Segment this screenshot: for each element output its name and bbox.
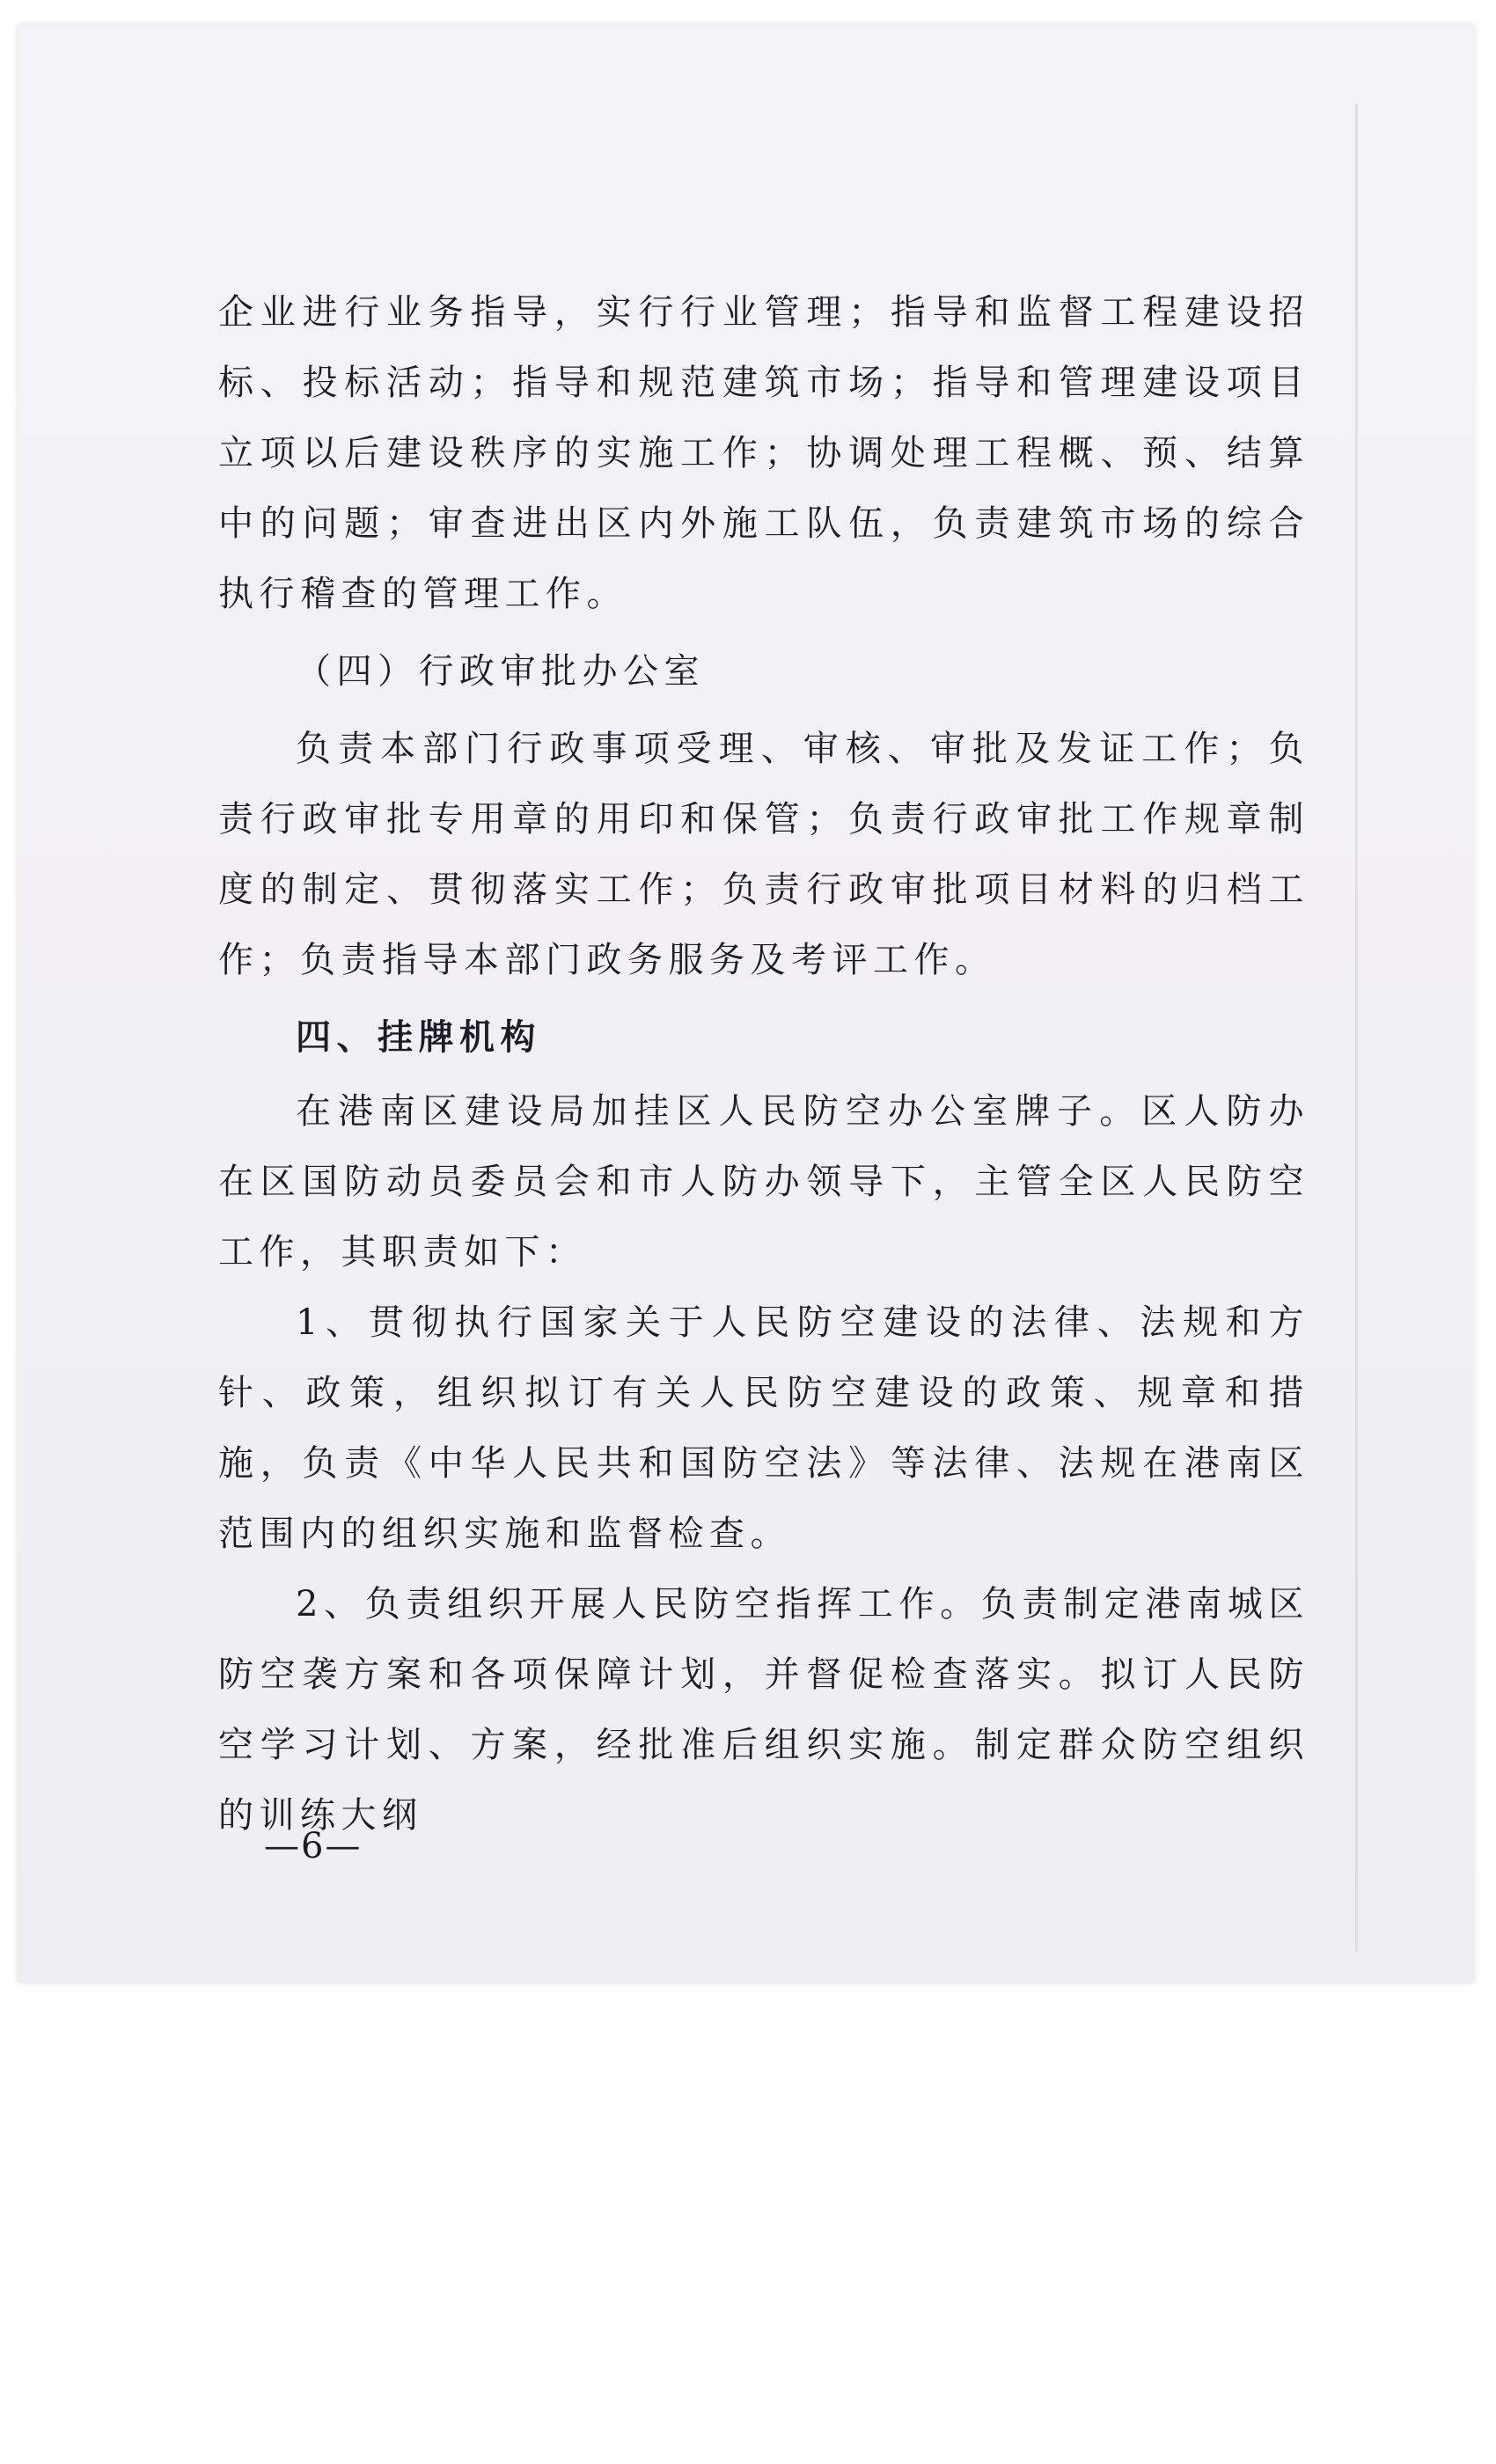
page-fold-shadow (1355, 104, 1358, 1952)
paragraph-continuation: 企业进行业务指导，实行行业管理；指导和监督工程建设招标、投标活动；指导和规范建筑市场；指导和管理建设项目立项以后建设秩序的实施工作；协调处理工程概、预、结算中的问题；审查进出区内外施工队伍，负责建筑市场的综合执行稽查的管理工作。 (218, 292, 1309, 614)
subheading-admin-approval-office: （四）行政审批办公室 (296, 651, 705, 692)
page-number: —6— (264, 1826, 363, 1866)
paragraph-admin-approval-duties: 负责本部门行政事项受理、审核、审批及发证工作；负责行政审批专用章的用印和保管；负责行政审批工作规章制度的制定、贯彻落实工作；负责行政审批项目材料的归档工作；负责指导本部门政务服务及考评工作。 (218, 729, 1309, 980)
section-heading-affiliated-agency: 四、挂牌机构 (296, 1017, 541, 1058)
paragraph-civil-defense-intro: 在港南区建设局加挂区人民防空办公室牌子。区人防办在区国防动员委员会和市人防办领导下，主管全区人民防空工作，其职责如下： (218, 1091, 1309, 1272)
document-body (218, 277, 1309, 1851)
paragraph-duty-2: 2、负责组织开展人民防空指挥工作。负责制定港南城区防空袭方案和各项保障计划，并督促检查落实。拟订人民防空学习计划、方案，经批准后组织实施。制定群众防空组织的训练大纲 (218, 1584, 1309, 1836)
paragraph-duty-1: 1、贯彻执行国家关于人民防空建设的法律、法规和方针、政策，组织拟订有关人民防空建设的政策、规章和措施，负责《中华人民共和国防空法》等法律、法规在港南区范围内的组织实施和监督检查。 (218, 1302, 1309, 1554)
